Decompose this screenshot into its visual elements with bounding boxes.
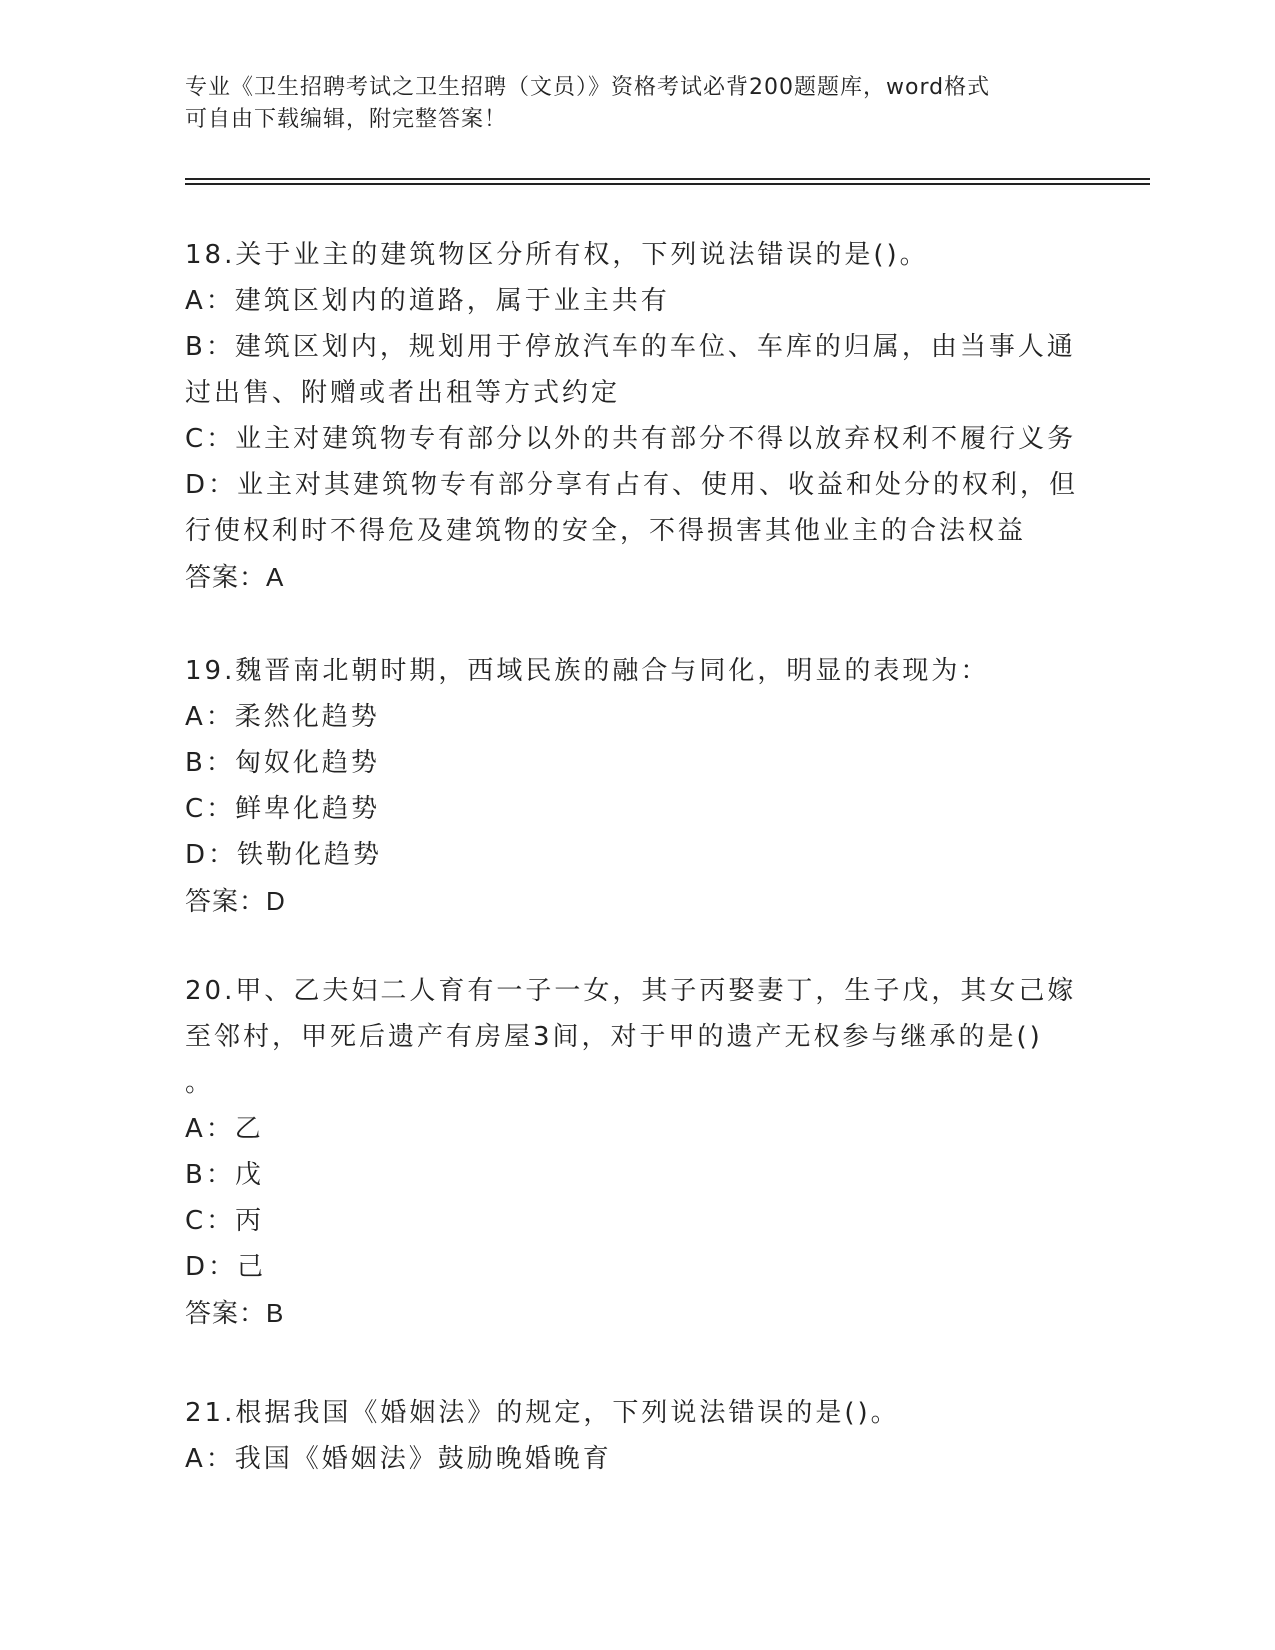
document-header	[185, 72, 1085, 136]
answer-text: 答案：B	[185, 1298, 285, 1328]
option-b: B：匈奴化趋势	[185, 748, 380, 778]
option-b: B：建筑区划内，规划用于停放汽车的车位、车库的归属，由当事人通	[185, 332, 1076, 362]
option-c: C：鲜卑化趋势	[185, 794, 381, 824]
header-line-2: 可自由下载编辑，附完整答案！	[185, 107, 508, 132]
option-c: C：丙	[185, 1206, 265, 1236]
option-a: A：乙	[185, 1114, 264, 1144]
option-b: B：戊	[185, 1160, 264, 1190]
option-d-continued: 行使权利时不得危及建筑物的安全，不得损害其他业主的合法权益	[185, 516, 1027, 546]
header-divider-bottom	[185, 183, 1150, 185]
question-stem-end: 。	[185, 1068, 215, 1098]
question-stem: 19.魏晋南北朝时期，西域民族的融合与同化，明显的表现为：	[185, 656, 990, 686]
question-21	[185, 1390, 1085, 1482]
answer-text: 答案：D	[185, 886, 286, 916]
question-stem: 18.关于业主的建筑物区分所有权，下列说法错误的是()。	[185, 240, 929, 270]
question-19	[185, 648, 1085, 924]
header-divider-top	[185, 178, 1150, 180]
option-d: D：业主对其建筑物专有部分享有占有、使用、收益和处分的权利，但	[185, 470, 1079, 500]
option-c: C：业主对建筑物专有部分以外的共有部分不得以放弃权利不履行义务	[185, 424, 1077, 454]
option-d: D：铁勒化趋势	[185, 840, 383, 870]
question-18	[185, 232, 1085, 600]
answer-text: 答案：A	[185, 562, 285, 592]
option-a: A：柔然化趋势	[185, 702, 380, 732]
question-20	[185, 968, 1085, 1336]
option-d: D：己	[185, 1252, 267, 1282]
option-a: A：建筑区划内的道路，属于业主共有	[185, 286, 670, 316]
option-a: A：我国《婚姻法》鼓励晚婚晚育	[185, 1444, 612, 1474]
option-b-continued: 过出售、附赠或者出租等方式约定	[185, 378, 621, 408]
question-stem: 20.甲、乙夫妇二人育有一子一女，其子丙娶妻丁，生子戊，其女己嫁	[185, 976, 1077, 1006]
question-stem-continued: 至邻村，甲死后遗产有房屋3间，对于甲的遗产无权参与继承的是()	[185, 1022, 1043, 1052]
header-line-1: 专业《卫生招聘考试之卫生招聘（文员）》资格考试必背200题题库，word格式	[185, 75, 991, 100]
question-stem: 21.根据我国《婚姻法》的规定，下列说法错误的是()。	[185, 1398, 900, 1428]
